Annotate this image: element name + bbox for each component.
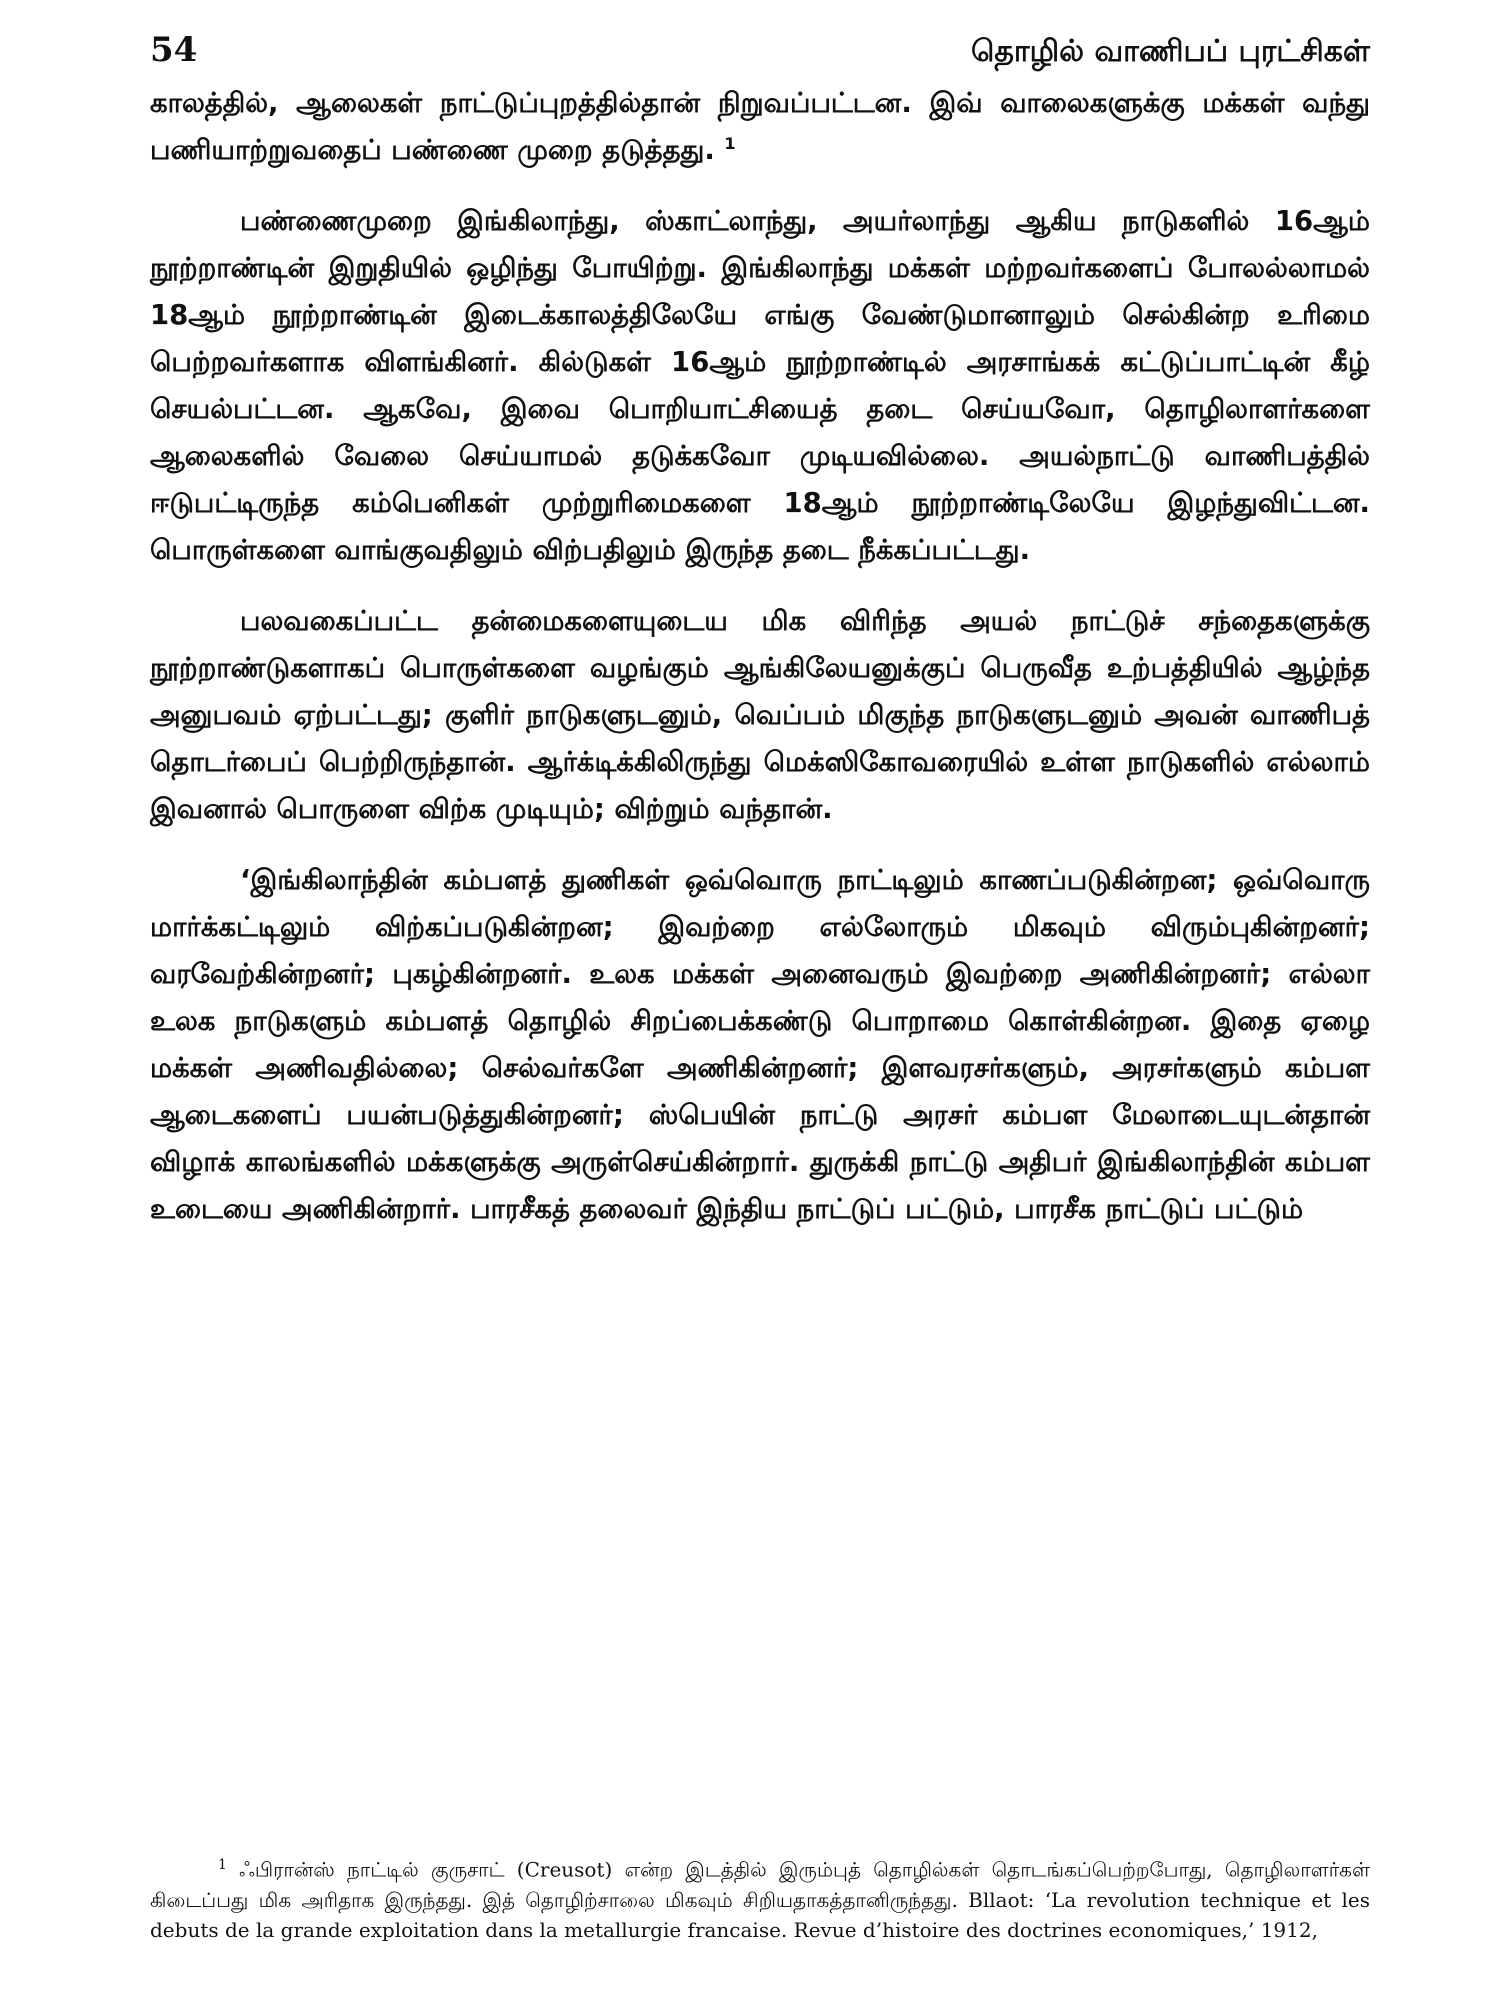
page-header xyxy=(150,30,1370,80)
paragraph-1-text: காலத்தில், ஆலைகள் நாட்டுப்புறத்தில்தான் நிறுவப்பட்டன. இவ் வாலைகளுக்கு மக்கள் வந்து பணியாற்றுவதைப் பண்ணை முறை தடுத்தது. xyxy=(150,87,1370,166)
paragraph-3: பலவகைப்பட்ட தன்மைகளையுடைய மிக விரிந்த அயல் நாட்டுச் சந்தைகளுக்கு நூற்றாண்டுகளாகப் பொருள்களை வழங்கும் ஆங்கிலேயனுக்குப் பெருவீத உற்பத்தியில் ஆழ்ந்த அனுபவம் ஏற்பட்டது; குளிர் நாடுகளுடனும், வெப்பம் மிகுந்த நாடுகளுடனும் அவன் வாணிபத் தொடர்பைப் பெற்றிருந்தான். ஆர்க்டிக்கிலிருந்து மெக்ஸிகோவரையில் உள்ள நாடுகளில் எல்லாம் இவனால் பொருளை விற்க முடியும்; விற்றும் வந்தான். xyxy=(150,605,1370,825)
paragraph-2: பண்ணைமுறை இங்கிலாந்து, ஸ்காட்லாந்து, அயர்லாந்து ஆகிய நாடுகளில் 16ஆம் நூற்றாண்டின் இறுதியில் ஒழிந்து போயிற்று. இங்கிலாந்து மக்கள் மற்றவர்களைப் போலல்லாமல் 18ஆம் நூற்றாண்டின் இடைக்காலத்திலேயே எங்கு வேண்டுமானாலும் செல்கின்ற உரிமை பெற்றவர்களாக விளங்கினர். கில்டுகள் 16ஆம் நூற்றாண்டில் அரசாங்கக் கட்டுப்பாட்டின் கீழ் செயல்பட்டன. ஆகவே, இவை பொறியாட்சியைத் தடை செய்யவோ, தொழிலாளர்களை ஆலைகளில் வேலை செய்யாமல் தடுக்கவோ முடியவில்லை. அயல்நாட்டு வாணிபத்தில் ஈடுபட்டிருந்த கம்பெனிகள் முற்றுரிமைகளை 18ஆம் நூற்றாண்டிலேயே இழந்துவிட்டன. பொருள்களை வாங்குவதிலும் விற்பதிலும் இருந்த தடை நீக்கப்பட்டது. xyxy=(150,205,1370,566)
footnote-body xyxy=(150,1850,1370,1945)
paragraph-1 xyxy=(150,80,1370,174)
footnote-text: ஃபிரான்ஸ் நாட்டில் குருசாட் (Creusot) என்ற இடத்தில் இரும்புத் தொழில்கள் தொடங்கப்பெற்றபோது, தொழிலாளர்கள் கிடைப்பது மிக அரிதாக இருந்தது. இத் தொழிற்சாலை மிகவும் சிறியதாகத்தானிருந்தது. Bllaot: ‘La revolution technique et les debuts de la grande exploitation dans la metallurgie francaise. Revue d’histoire des doctrines economiques,’ 1912, xyxy=(150,1857,1371,1942)
footnote-reference: 1 xyxy=(724,133,736,153)
footnote-mark: 1 xyxy=(218,1857,227,1873)
body-text xyxy=(150,80,1370,1233)
page-number: 54 xyxy=(150,30,198,70)
running-title: தொழில் வாணிபப் புரட்சிகள் xyxy=(971,34,1370,69)
book-page xyxy=(150,30,1371,1942)
paragraph-4-quote: ‘இங்கிலாந்தின் கம்பளத் துணிகள் ஒவ்வொரு நாட்டிலும் காணப்படுகின்றன; ஒவ்வொரு மார்க்கட்டிலும் விற்கப்படுகின்றன; இவற்றை எல்லோரும் மிகவும் விரும்புகின்றனர்; வரவேற்கின்றனர்; புகழ்கின்றனர். உலக மக்கள் அனைவரும் இவற்றை அணிகின்றனர்; எல்லா உலக நாடுகளும் கம்பளத் தொழில் சிறப்பைக்கண்டு பொறாமை கொள்கின்றன. இதை ஏழை மக்கள் அணிவதில்லை; செல்வர்களே அணிகின்றனர்; இளவரசர்களும், அரசர்களும் கம்பள ஆடைகளைப் பயன்படுத்துகின்றனர்; ஸ்பெயின் நாட்டு அரசர் கம்பள மேலாடையுடன்தான் விழாக் காலங்களில் மக்களுக்கு அருள்செய்கின்றார். துருக்கி நாட்டு அதிபர் இங்கிலாந்தின் கம்பள உடையை அணிகின்றார். பாரசீகத் தலைவர் இந்திய நாட்டுப் பட்டும், பாரசீக நாட்டுப் பட்டும் xyxy=(150,864,1370,1225)
footnote xyxy=(150,1850,1370,1945)
